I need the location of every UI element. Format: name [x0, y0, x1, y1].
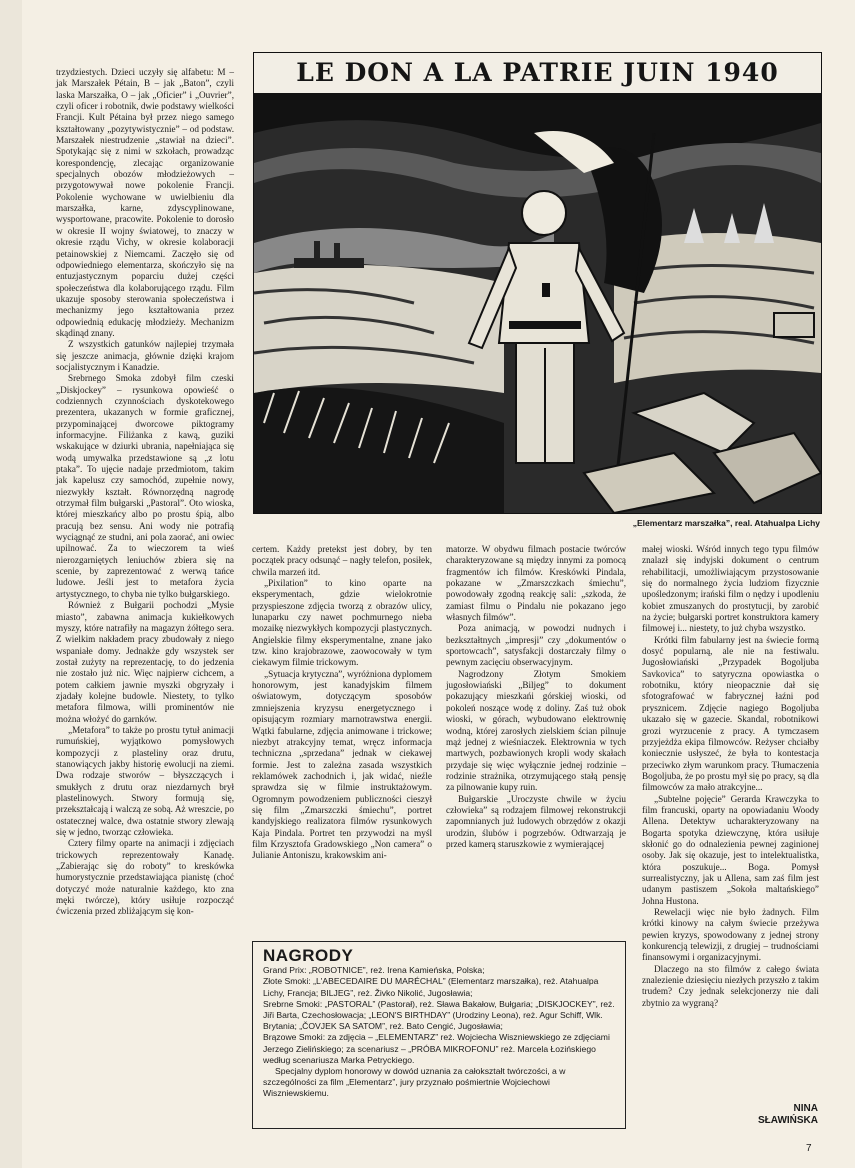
- page-edge: [0, 0, 22, 1168]
- paragraph: Krótki film fabularny jest na świecie formą dosyć popularną, ale nie na festiwalu. Jugosłowiański „Przypadek Bogoljuba Savkovica” to satyryczna opowiastka o robotniku, który nieopacznie dał się sfotografować w fabrycznej łaźni pod prysznicem. Zdjęcie nagiego Bogoljuba ukazało się w gazecie. Skandal, robotnikowi grozi wyrzucenie z pracy. A tymczasem przyjeżdża ekipa filmowców. Reżyser chciałby koniecznie usłyszeć, że była to kontestacja przeciwko złym warunkom pracy. Tłumaczenia Bogoljuba, że po prostu mył się po pracy, są dla filmowców za mało atrakcyjne...: [642, 634, 819, 793]
- award-entry: Specjalny dyplom honorowy w dowód uznania za całokształt twórczości, a w szczególności za film „Elementarz”, jury przyznało pośmiertnie Wojciechowi Wiszniewskiemu.: [263, 1066, 566, 1099]
- article-column-4: [642, 544, 819, 1009]
- awards-heading: NAGRODY: [263, 946, 354, 965]
- illustration-caption: „Elementarz marszałka”, real. Atahualpa Lichy: [632, 518, 820, 528]
- illustration-title: LE DON A LA PATRIE JUIN 1940: [254, 53, 821, 93]
- award-entry: Srebrne Smoki: „PASTORAL” (Pastorał), reż. Sława Bakałow, Bułgaria; „DISKJOCKEY”, reż. Jiři Barta, Czechosłowacja; „LEON'S BIRTHDAY” (Urodziny Leona), reż. Agur Schiff, Wlk. Brytania; „ČOVJEK SA SATOM”, reż. Bato Cengić, Jugosławia;: [263, 998, 615, 1032]
- award-entry: Złote Smoki: „L'ABECEDAIRE DU MARÉCHAL” (Elementarz marszałka), reż. Atahualpa Lichy, Francja; BILJEG”, reż. Živko Nikolić, Jugosławia;: [263, 976, 599, 998]
- award-entry: Brązowe Smoki: za zdjęcia – „ELEMENTARZ” reż. Wojciecha Wiszniewskiego ze zdjęciami Jerzego Zielińskiego; za scenariusz – „PRÓBA MIKROFONU” reż. Marcela Łozińskiego według scenariusza Marka Petryckiego.: [263, 1032, 610, 1065]
- paragraph: Rewelacji więc nie było żadnych. Film krótki kinowy na całym świecie przeżywa pewien kryzys, spowodowany z jednej strony konkurencją telewizji, z drugiej – trudnościami finansowymi i organizacyjnymi.: [642, 907, 819, 963]
- paragraph: Poza animacją, w powodzi nudnych i bezkształtnych „impresji” czy „dokumentów o sportowcach”, satysfakcji dostarczały filmy o pewnym zacięciu obserwacyjnym.: [446, 623, 626, 668]
- paragraph: Srebrnego Smoka zdobył film czeski „Diskjockey” – rysunkowa opowieść o codziennych czynnościach dyskotekowego prezentera, ukazanych w formie graficznej, przypominającej dworcowe piktogramy informacyjne. Filiżanka z kawą, guziki wskakujące w dziurki ubrania, napełniająca się wodą umywalka przedstawione są „z lotu ptaka”. To ujęcie nadaje przedmiotom, takim jak kapelusz czy samochód, zupełnie nowy, niezwykły kształt. Równorzędną nagrodę otrzymał film bułgarski „Pastoral”. Oto wioska, której mieszkańcy albo po prostu śpią, albo pracują bez sensu. Ani wody nie potrafią wyciągnąć ze studni, ani pola zaorać, ani owiec upilnować. Za to wieczorem ta wieś nierozgarniętych leniuchów zbiera się na scenie, by zaprezentować z werwą tańce ludowe. Jeśli jest to metafora życia artystycznego, to chyba nie tylko bułgarskiego.: [56, 373, 234, 599]
- paragraph: Bułgarskie „Uroczyste chwile w życiu człowieka” są rodzajem filmowej rekonstrukcji zapomnianych już ludowych obrzędów z okazji urodzin, ślubów i pogrzebów. Odtwarzają je przed kamerą staruszkowie z wymierającej: [446, 793, 626, 849]
- article-column-2: [252, 544, 432, 862]
- paragraph: certem. Każdy pretekst jest dobry, by ten początek pracy odsunąć – nagły telefon, posiłek, chwila marzeń itd.: [252, 544, 432, 577]
- paragraph: małej wioski. Wśród innych tego typu filmów znalazł się indyjski dokument o centrum rehabilitacji, umożliwiającym przystosowanie się do normalnego życia ludziom fizycznie upośledzonym; irański film o nędzy i upodleniu kobiet zmuszanych do prostytucji, by zarobić na życie; bułgarski portret konstruktora kamery filmowej i... niestety, to już chyba wszystko.: [642, 544, 819, 634]
- paragraph: „Subtelne pojęcie” Gerarda Krawczyka to film francuski, oparty na opowiadaniu Woody Allena. Detektyw ucharakteryzowany na Bogarta spotyka dziewczynę, która usiłuje skłonić go do odnalezienia pewnej zaginionej osoby. Jak się okazuje, jest to intelektualistka, która poszukuje... Boga. Pomysł surrealistyczny, jak u Allena, sam zaś film jest udanym pastiszem „Sokoła maltańskiego” Johna Hustona.: [642, 793, 819, 906]
- author-signature: [700, 1103, 818, 1127]
- woodcut-illustration: [253, 52, 822, 514]
- paragraph: „Pixilation” to kino oparte na eksperymentach, gdzie wielokrotnie przyspieszone zdjęcia tworzą z obrazów ulicy, lunaparku czy nawet pochmurnego nieba mozaikę niezwykłych kompozycji plastycznych. Angielskie filmy eksperymentalne, znane jako tzw. kino krajobrazowe, zaowocowały w tym ciekawym filmie trickowym.: [252, 578, 432, 668]
- paragraph: „Metafora” to także po prostu tytuł animacji rumuńskiej, wyjątkowo pomysłowych kompozycji z plasteliny oraz drutu, stanowiących jakby historię ewolucji na ziemi. Dwa rodzaje stworów – błyszczących i smukłych z drutu oraz niezdarnych brył plastelinowych. Stwory formują się, przekształcają i walczą ze sobą. Aż wreszcie, po ostatecznej walce, dwa ostatnie stwory zlewają się w jedno, tworząc człowieka.: [56, 724, 234, 838]
- author-first-name: NINA: [793, 1103, 818, 1114]
- awards-box: [252, 941, 626, 1129]
- author-last-name: SŁAWIŃSKA: [758, 1115, 818, 1126]
- paragraph: trzydziestych. Dzieci uczyły się alfabetu: M – jak Marszałek Pétain, B – jak „Baton”, czyli laska Marszałka, O – jak „Oficier” i „Ouvrier”, czyli oficer i robotnik, dwie podstawy wielkości Francji. Kult Pétaina był przez niego samego kształtowany „pozytywistycznie” – od podstaw. Marszałek niestrudzenie „stawiał na dzieci”. Spotykając się z nimi w szkołach, prowadząc korespondencję, zlecając organizowanie specjalnych obozów młodzieżowych – przygotowywał nowe pokolenie Francji. Pokolenie wychowane w uwielbieniu dla marszałka, karne, zdyscyplinowane, wysportowane, pracowite. Pokolenie to dorosło w okresie II wojny światowej, to znaczy w okresie rządu Vichy, w okresie kolaboracji petainowskiej z Niemcami. Zaczęło się od odpowiedniego elementarza, skończyło się na entuzjastycznym poparciu dużej części społeczeństwa dla kolaborującego rządu. Film ukazuje sposoby sterowania społeczeństwa i mechanizmy jego kształtowania przez odpowiednią edukację młodzieży. Mechanizm skądinąd znany.: [56, 67, 234, 338]
- page-number: 7: [806, 1143, 812, 1154]
- paragraph: Z wszystkich gatunków najlepiej trzymała się jeszcze animacja, głównie dzięki krajom socjalistycznym i Kanadzie.: [56, 339, 234, 372]
- article-column-1: [56, 67, 234, 918]
- paragraph: Nagrodzony Złotym Smokiem jugosłowiański „Biljeg” to dokument pokazujący mieszkańi górskiej wioski, od pokoleń noszące wodę z doliny. Zaś tuż obok wioski, w górach, wybudowano elektrownię wodną, której zarosłych zielskiem ścian pilnuje mąż jednej z wieśniaczek. Elektrownia w tych martwych, pozbawionych kropli wody skałach przydaje się więc wyłącznie jednej rodzinie – rodzinie strażnika, otrzymującego stałą pensję za pilnowanie kupy ruin.: [446, 668, 626, 793]
- paragraph: Dlaczego na sto filmów z całego świata znalezienie dziesięciu niezłych przyszło z takim trudem? Czy jednak selekcjonerzy nie dali zbytnio za wygraną?: [642, 963, 819, 1008]
- paragraph: matorze. W obydwu filmach postacie twórców charakteryzowane są między innymi za pomocą fragmentów ich filmów. Kreskówki Pindala, pokazane w „Zmarszczkach śmiechu”, powodowały zgodną reakcję sali: „szkoda, że zamiast filmu o Pindalu nie pokazano jego własnych filmów”.: [446, 544, 626, 623]
- article-column-3: [446, 544, 626, 850]
- marshal-woodcut-image: [254, 93, 821, 513]
- paragraph: Cztery filmy oparte na animacji i zdjęciach trickowych reprezentowały Kanadę. „Zabierając się do roboty” to kreskówka humorystycznie przedstawiająca pianistę (choć dotyczyć może naturalnie każdego, kto zna męki twórcze), który usiłuje rozpocząć ćwiczenia przed zbliżającym się kon-: [56, 838, 234, 917]
- paragraph: Również z Bułgarii pochodzi „Mysie miasto”, zabawna animacja kukiełkowych myszy, które natrafiły na magazyn żółtego sera. Z wielkim nakładem pracy zbudowały z niego wspaniałe domy. Jednakże gdy wszystek ser został zużyty na reprezentację, to do jedzenia nie zostało już nic. Więc najpierw cichcem, a potem całkiem jawnie myszki obgryzały i zjadały kolejne budowle. Niestety, to tylko metafora filmowa, willi prominentów nie można włożyć do garnków.: [56, 600, 234, 724]
- award-entry: Grand Prix: „ROBOTNICE”, reż. Irena Kamieńska, Polska;: [263, 965, 485, 976]
- paragraph: „Sytuacja krytyczna”, wyróżniona dyplomem honorowym, jest kanadyjskim filmem oświatowym, dotyczącym sposobów zmniejszenia kryzysu energetycznego i opisującym rozmiary marnotrawstwa energii. Wątki fabularne, zdjęcia animowane i trickowe; niezbyt atrakcyjny temat, wręcz informacja techniczna „sprzedana” jednak w ciekawej formie. Jest to zależna zasada wszystkich reklamówek zachodnich i, jak widać, nieźle sprawdza się w filmie instruktażowym. Ogromnym powodzeniem publiczności cieszył się film „Zmarszczki śmiechu”, portret kandyjskiego realizatora filmów rysunkowych Kaja Pindala. Portret ten przywodzi na myśl film Krzysztofa Gradowskiego „Non camera” o Julianie Antoniszu, krakowskim ani-: [252, 668, 432, 861]
